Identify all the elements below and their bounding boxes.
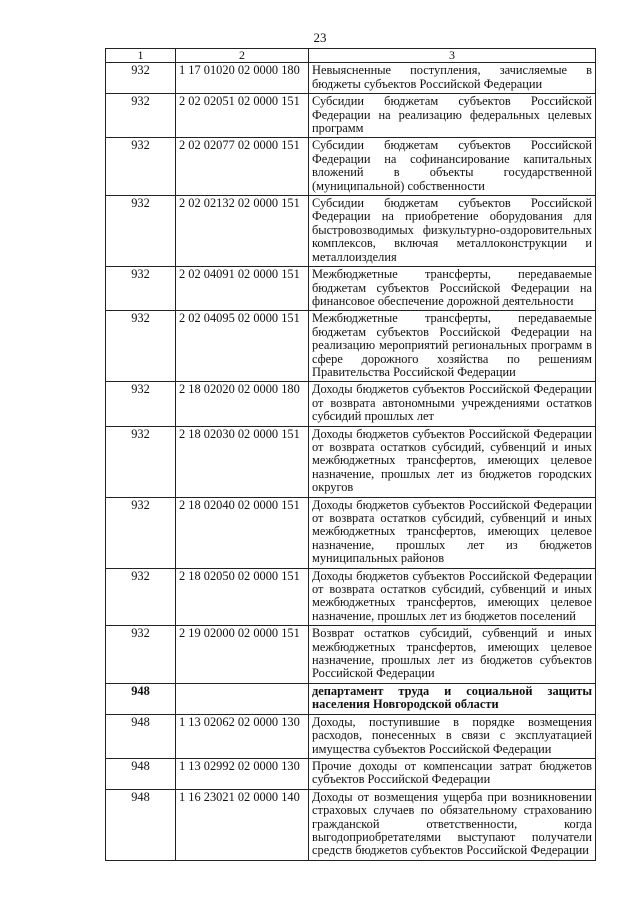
revenue-code-cell: 1 16 23021 02 0000 140	[176, 789, 309, 860]
revenue-code-cell: 2 02 04091 02 0000 151	[176, 267, 309, 311]
revenue-code-cell: 2 02 02051 02 0000 151	[176, 94, 309, 138]
admin-code-cell: 932	[106, 311, 176, 382]
table-row	[106, 568, 596, 626]
revenue-name-cell: Доходы от возмещения ущерба при возникновении страховых случаев по обязательному страхованию гражданской ответственности, когда выгодоприобретателями выступают получатели средств бюджетов субъектов Российской Федерации	[309, 789, 596, 860]
revenue-code-cell: 2 18 02050 02 0000 151	[176, 568, 309, 626]
column-header-1: 1	[106, 49, 176, 63]
revenue-code-cell: 1 13 02062 02 0000 130	[176, 714, 309, 758]
table-row	[106, 63, 596, 94]
column-header-2: 2	[176, 49, 309, 63]
table-row	[106, 426, 596, 497]
revenue-code-cell: 2 18 02040 02 0000 151	[176, 497, 309, 568]
revenue-name-cell: Возврат остатков субсидий, субвенций и иных межбюджетных трансфертов, имеющих целевое назначение, прошлых лет из бюджетов субъектов Российской Федерации	[309, 626, 596, 684]
table-row	[106, 789, 596, 860]
admin-code-cell: 932	[106, 626, 176, 684]
table-row	[106, 714, 596, 758]
revenue-code-cell: 2 18 02020 02 0000 180	[176, 382, 309, 426]
revenue-code-cell	[176, 683, 309, 714]
revenue-code-cell: 1 13 02992 02 0000 130	[176, 758, 309, 789]
admin-code-cell: 932	[106, 196, 176, 267]
revenue-name-cell: Межбюджетные трансферты, передаваемые бюджетам субъектов Российской Федерации на реализацию мероприятий региональных программ в сфере дорожного хозяйства по решениям Правительства Российской Федерации	[309, 311, 596, 382]
table-row	[106, 497, 596, 568]
table-row	[106, 626, 596, 684]
revenue-code-cell: 1 17 01020 02 0000 180	[176, 63, 309, 94]
revenue-code-cell: 2 02 04095 02 0000 151	[176, 311, 309, 382]
revenue-name-cell: Субсидии бюджетам субъектов Российской Федерации на приобретение оборудования для быстровозводимых физкультурно-оздоровительных комплексов, включая металлоконструкции и металлоизделия	[309, 196, 596, 267]
table-row	[106, 94, 596, 138]
revenue-name-cell: Субсидии бюджетам субъектов Российской Федерации на реализацию федеральных целевых программ	[309, 94, 596, 138]
revenue-code-cell: 2 02 02132 02 0000 151	[176, 196, 309, 267]
table-row	[106, 311, 596, 382]
admin-code-cell: 932	[106, 497, 176, 568]
revenue-name-cell: Доходы, поступившие в порядке возмещения расходов, понесенных в связи с эксплуатацией имущества субъектов Российской Федерации	[309, 714, 596, 758]
revenue-name-cell: Доходы бюджетов субъектов Российской Федерации от возврата остатков субсидий, субвенций и иных межбюджетных трансфертов, имеющих целевое назначение, прошлых лет из бюджетов муниципальных районов	[309, 497, 596, 568]
department-row	[106, 683, 596, 714]
table-row	[106, 382, 596, 426]
table-row	[106, 758, 596, 789]
revenue-name-cell: Межбюджетные трансферты, передаваемые бюджетам субъектов Российской Федерации на финансовое обеспечение дорожной деятельности	[309, 267, 596, 311]
revenue-name-cell: Доходы бюджетов субъектов Российской Федерации от возврата остатков субсидий, субвенций и иных межбюджетных трансфертов, имеющих целевое назначение, прошлых лет из бюджетов городских округов	[309, 426, 596, 497]
page-number: 23	[313, 30, 327, 45]
revenue-name-cell: Субсидии бюджетам субъектов Российской Федерации на софинансирование капитальных вложений в объекты государственной (муниципальной) собственности	[309, 138, 596, 196]
table-row	[106, 196, 596, 267]
admin-code-cell: 932	[106, 63, 176, 94]
revenue-code-cell: 2 02 02077 02 0000 151	[176, 138, 309, 196]
admin-code-cell: 932	[106, 94, 176, 138]
admin-code-cell: 948	[106, 789, 176, 860]
revenue-name-cell: Доходы бюджетов субъектов Российской Федерации от возврата автономными учреждениями остатков субсидий прошлых лет	[309, 382, 596, 426]
revenue-code-cell: 2 18 02030 02 0000 151	[176, 426, 309, 497]
column-header-3: 3	[309, 49, 596, 63]
admin-code-cell: 932	[106, 267, 176, 311]
revenue-codes-table	[105, 48, 596, 861]
revenue-name-cell: Прочие доходы от компенсации затрат бюджетов субъектов Российской Федерации	[309, 758, 596, 789]
revenue-name-cell: Невыясненные поступления, зачисляемые в бюджеты субъектов Российской Федерации	[309, 63, 596, 94]
admin-code-cell: 948	[106, 683, 176, 714]
revenue-name-cell: Доходы бюджетов субъектов Российской Федерации от возврата остатков субсидий, субвенций и иных межбюджетных трансфертов, имеющих целевое назначение, прошлых лет из бюджетов поселений	[309, 568, 596, 626]
admin-code-cell: 932	[106, 382, 176, 426]
admin-code-cell: 932	[106, 138, 176, 196]
table-row	[106, 267, 596, 311]
table-header-row	[106, 49, 596, 63]
admin-code-cell: 948	[106, 714, 176, 758]
admin-code-cell: 932	[106, 568, 176, 626]
revenue-code-cell: 2 19 02000 02 0000 151	[176, 626, 309, 684]
admin-code-cell: 948	[106, 758, 176, 789]
revenue-name-cell: департамент труда и социальной защиты населения Новгородской области	[309, 683, 596, 714]
table-row	[106, 138, 596, 196]
admin-code-cell: 932	[106, 426, 176, 497]
